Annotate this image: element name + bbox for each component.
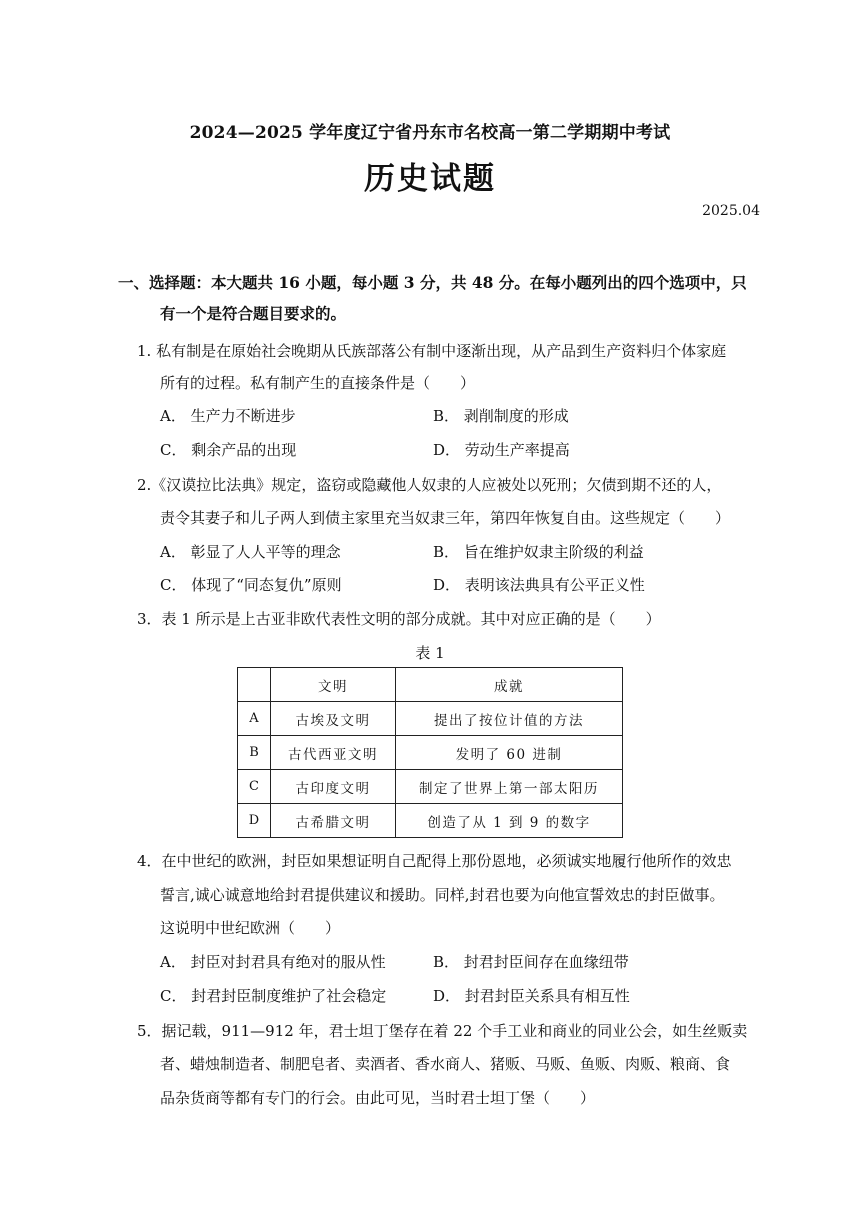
section-heading-line-2: 有一个是符合题目要求的。 — [160, 304, 347, 323]
table-cell: 发明了 60 进制 — [396, 736, 623, 770]
table-cell: 古代西亚文明 — [271, 736, 396, 770]
q4-option-b: B． 封君封臣间存在血缘纽带 — [433, 953, 629, 971]
table-header-cell — [238, 668, 271, 702]
table-header-cell: 成就 — [396, 668, 623, 702]
q4-option-c: C． 封君封臣制度维护了社会稳定 — [160, 987, 387, 1005]
q4-stem-line-2: 誓言,诚心诚意地给封君提供建议和援助。同样,封君也要为向他宣誓效忠的封臣做事。 — [160, 886, 725, 904]
table-cell: D — [238, 804, 271, 838]
q2-option-d: D． 表明该法典具有公平正义性 — [433, 576, 645, 594]
table-cell: 创造了从 1 到 9 的数字 — [396, 804, 623, 838]
table-caption: 表 1 — [415, 644, 445, 662]
table-header-row — [238, 668, 623, 702]
q1-option-a: A． 生产力不断进步 — [160, 407, 296, 425]
q2-option-a: A． 彰显了人人平等的理念 — [160, 543, 341, 561]
q5-stem-line-1: 5．据记载，911—912 年，君士坦丁堡存在着 22 个手工业和商业的同业公会，如生丝贩卖 — [137, 1022, 748, 1040]
q4-option-d: D． 封君封臣关系具有相互性 — [433, 987, 630, 1005]
q1-stem-line-2: 所有的过程。私有制产生的直接条件是（ ） — [160, 374, 476, 392]
table-row — [238, 770, 623, 804]
q2-stem-line-2: 责令其妻子和儿子两人到债主家里充当奴隶三年，第四年恢复自由。这些规定（ ） — [160, 509, 731, 527]
section-heading-line-1: 一、选择题：本大题共 16 小题，每小题 3 分，共 48 分。在每小题列出的四个选项中，只 — [118, 273, 747, 292]
table-header-cell: 文明 — [271, 668, 396, 702]
q2-stem-line-1: 2.《汉谟拉比法典》规定，盗窃或隐藏他人奴隶的人应被处以死刑；欠债到期不还的人， — [137, 476, 722, 494]
exam-date: 2025.04 — [702, 203, 760, 219]
q3-stem-line-1: 3．表 1 所示是上古亚非欧代表性文明的部分成就。其中对应正确的是（ ） — [137, 610, 661, 628]
table-cell: B — [238, 736, 271, 770]
table-row — [238, 804, 623, 838]
q5-stem-line-2: 者、蜡烛制造者、制肥皂者、卖酒者、香水商人、猪贩、马贩、鱼贩、肉贩、粮商、食 — [160, 1055, 731, 1073]
table-cell: C — [238, 770, 271, 804]
exam-title: 2024—2025 学年度辽宁省丹东市名校高一第二学期期中考试 — [189, 123, 671, 143]
q1-option-c: C． 剩余产品的出现 — [160, 441, 297, 459]
table-row — [238, 736, 623, 770]
table-cell: 古印度文明 — [271, 770, 396, 804]
table-cell: A — [238, 702, 271, 736]
q2-option-b: B． 旨在维护奴隶主阶级的利益 — [433, 543, 644, 561]
q5-stem-line-3: 品杂货商等都有专门的行会。由此可见，当时君士坦丁堡（ ） — [160, 1089, 596, 1107]
q1-option-b: B． 剥削制度的形成 — [433, 407, 569, 425]
q4-option-a: A． 封臣对封君具有绝对的服从性 — [160, 953, 386, 971]
q2-option-c: C． 体现了“同态复仇”原则 — [160, 576, 342, 594]
achievements-table — [237, 667, 623, 838]
q4-stem-line-3: 这说明中世纪欧洲（ ） — [160, 919, 341, 937]
table-cell: 制定了世界上第一部太阳历 — [396, 770, 623, 804]
q4-stem-line-1: 4．在中世纪的欧洲，封臣如果想证明自己配得上那份恩地，必须诚实地履行他所作的效忠 — [137, 852, 732, 870]
q1-stem-line-1: 1. 私有制是在原始社会晚期从氏族部落公有制中逐渐出现，从产品到生产资料归个体家庭 — [137, 342, 727, 360]
subject-title: 历史试题 — [364, 161, 496, 197]
q1-option-d: D． 劳动生产率提高 — [433, 441, 570, 459]
table-cell: 提出了按位计值的方法 — [396, 702, 623, 736]
table-cell: 古希腊文明 — [271, 804, 396, 838]
table-cell: 古埃及文明 — [271, 702, 396, 736]
table-row — [238, 702, 623, 736]
